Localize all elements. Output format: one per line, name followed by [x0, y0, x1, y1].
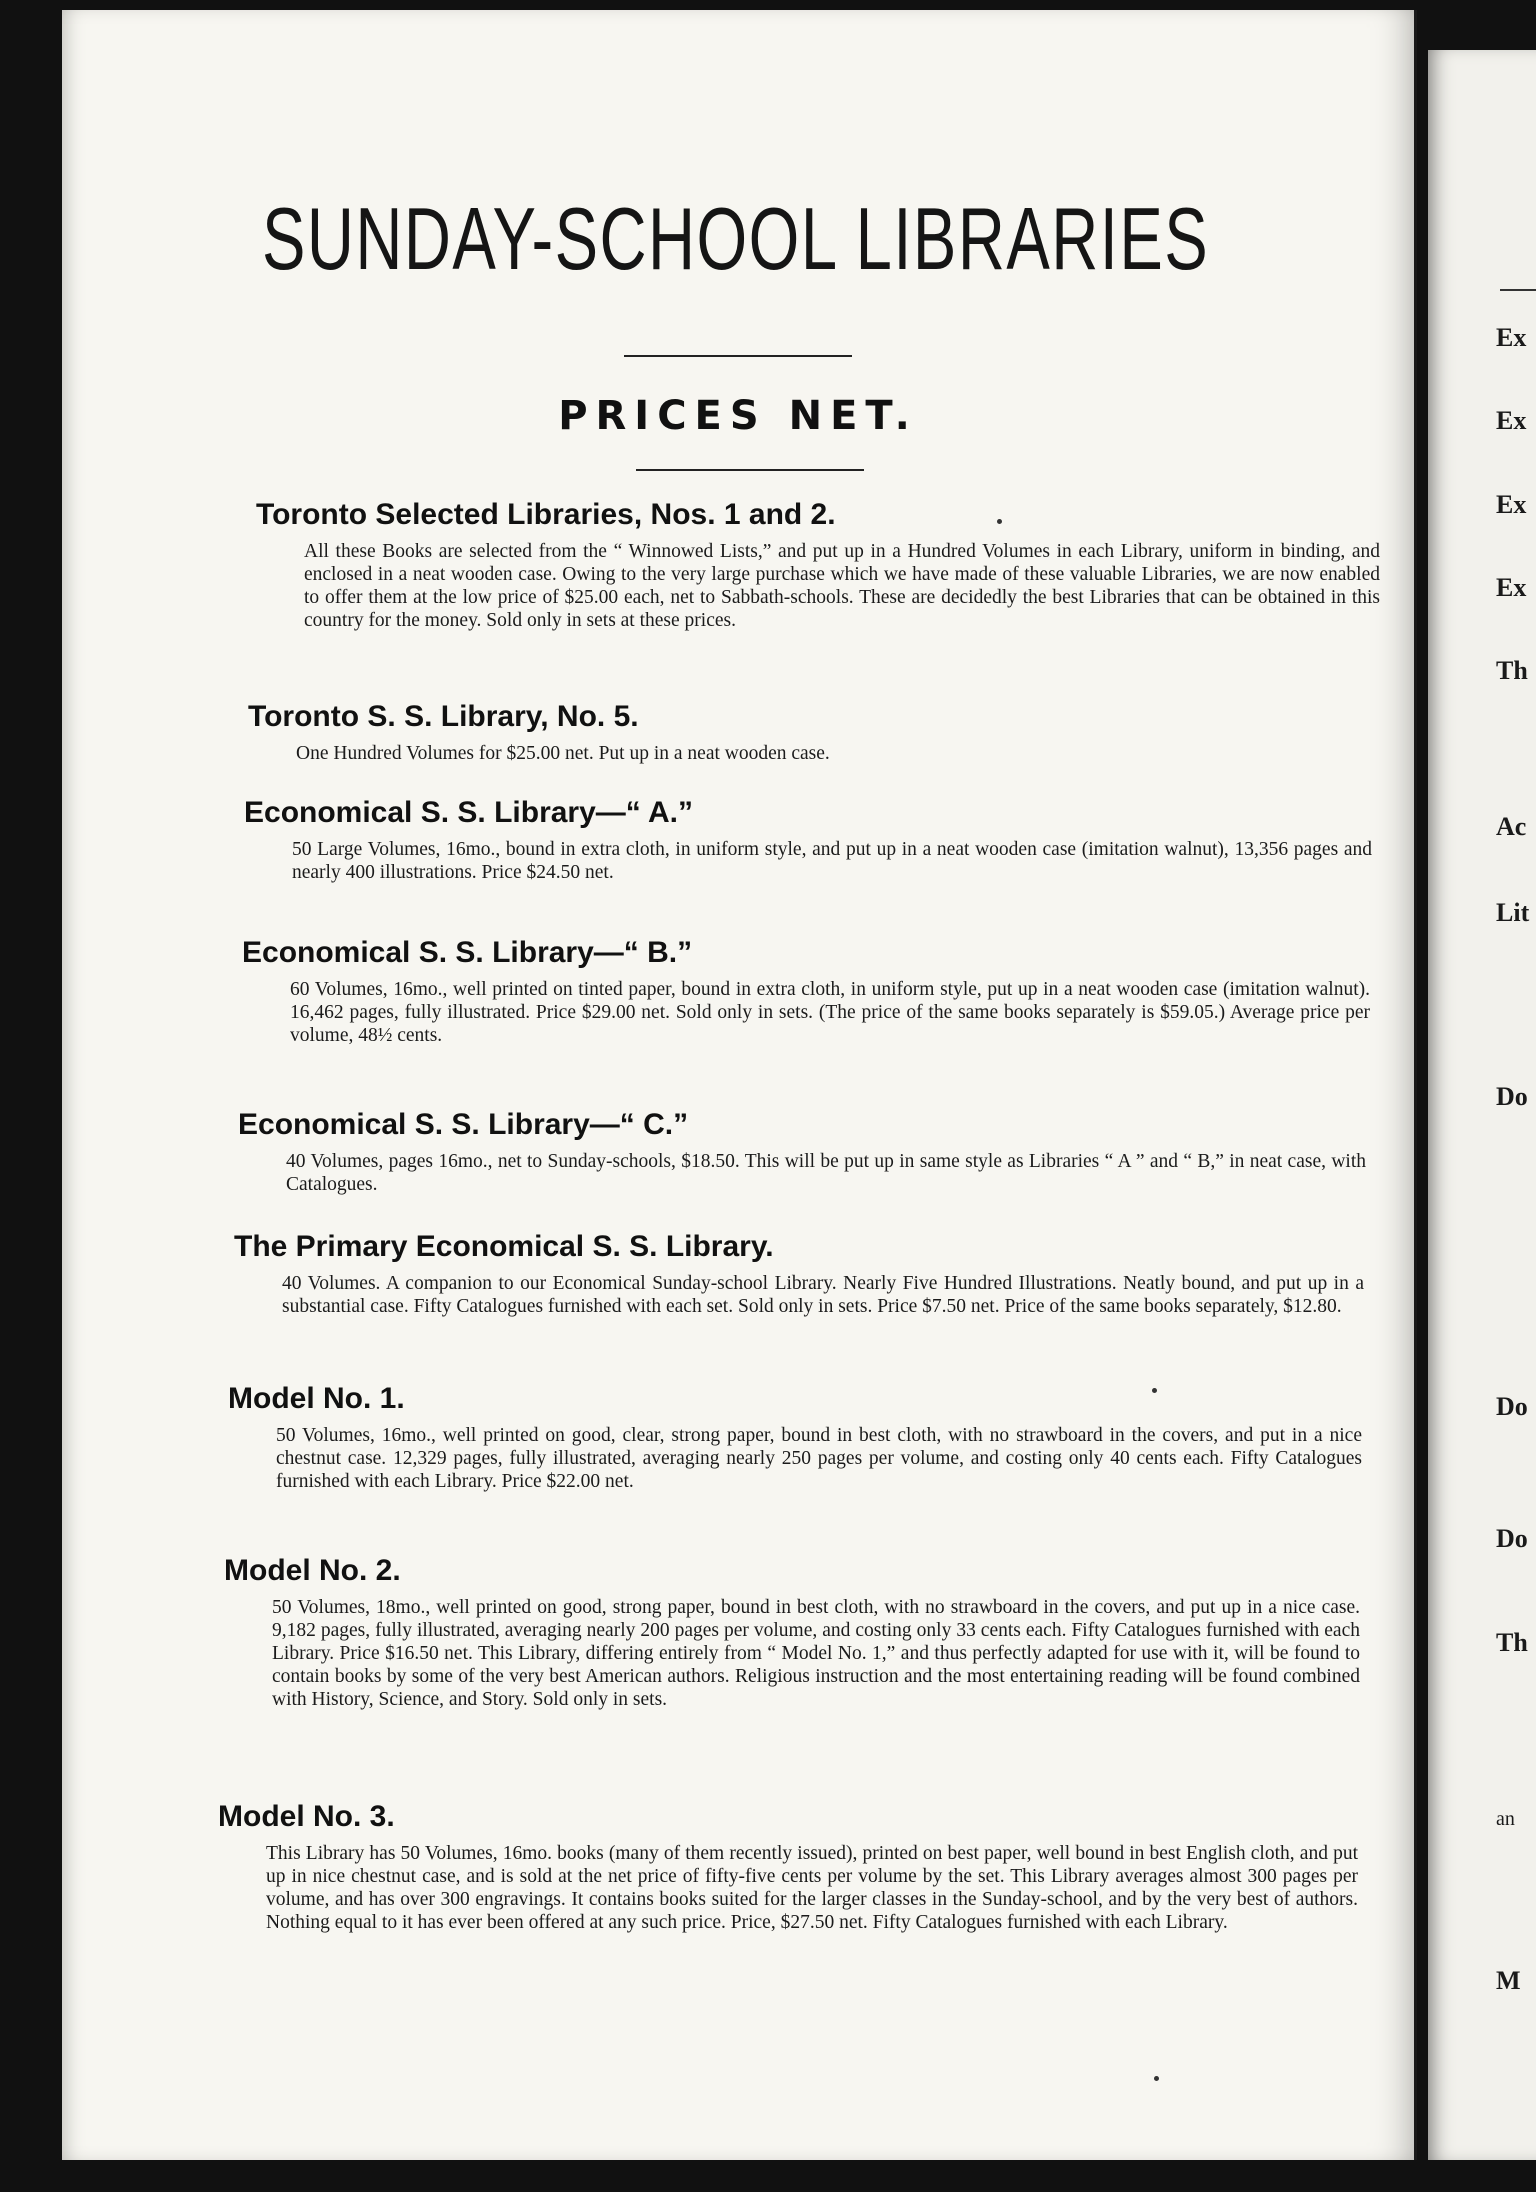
section-model-1 — [228, 1382, 1362, 1493]
left-page — [62, 10, 1417, 2160]
right-page-fragment: Ex — [1496, 406, 1527, 435]
right-page-fragment: Th — [1496, 656, 1528, 685]
print-speck — [1154, 2076, 1159, 2081]
subtitle-rule — [636, 469, 864, 471]
right-page-fragment: Ac — [1496, 812, 1527, 841]
section-primary-economical — [234, 1230, 1364, 1318]
right-page-fragment: Lit — [1496, 898, 1530, 927]
print-speck — [1152, 1388, 1157, 1393]
section-economical-b — [242, 936, 1370, 1047]
section-heading: Economical S. S. Library—“ B.” — [242, 936, 693, 969]
section-toronto-no5 — [248, 700, 1376, 765]
right-page-fragment: Ex — [1496, 490, 1527, 519]
title-rule — [624, 355, 852, 357]
section-text: This Library has 50 Volumes, 16mo. books (many of them recently issued), printed on best paper, well bound in best English cloth, and put up in nice chestnut case, and is sold at the net price of fifty-five cents per volume by the set. This Library averages almost 300 pages per volume, and has over 300 engravings. It contains books suited for the larger classes in the Sunday-school, and by the very best of authors. Nothing equal to it has ever been offered at any such price. Price, $27.50 net. Fifty Catalogues furnished with each Library. — [266, 1843, 1358, 1933]
right-page-fragment: Ex — [1496, 573, 1527, 602]
section-heading: Model No. 1. — [228, 1382, 405, 1415]
page-title: SUNDAY-SCHOOL LIBRARIES — [262, 189, 1210, 288]
right-page-fragment: Do — [1496, 1524, 1528, 1553]
section-text: 40 Volumes. A companion to our Economical Sunday-school Library. Nearly Five Hundred Illustrations. Neatly bound, and put up in a substantial case. Fifty Catalogues furnished with each set. Sold only in sets. Price $7.50 net. Price of the same books separately, $12.80. — [282, 1273, 1364, 1317]
section-economical-c — [238, 1108, 1366, 1196]
section-heading: Economical S. S. Library—“ A.” — [244, 796, 694, 829]
section-text: 50 Volumes, 18mo., well printed on good, strong paper, bound in best cloth, with no strawboard in the covers, and put up in a nice case. 9,182 pages, fully illustrated, averaging nearly 200 pages per volume, and costing only 33 cents each. Fifty Catalogues furnished with each Library. Price $16.50 net. This Library, differing entirely from “ Model No. 1,” and thus perfectly adapted for use with it, will be found to contain books by some of the very best American authors. Religious instruction and the most entertaining reading will be found combined with History, Science, and Story. Sold only in sets. — [272, 1597, 1360, 1710]
section-text: 40 Volumes, pages 16mo., net to Sunday-schools, $18.50. This will be put up in same style as Libraries “ A ” and “ B,” in neat case, with Catalogues. — [286, 1151, 1366, 1195]
section-model-3 — [218, 1800, 1358, 1934]
right-page-fragment: Do — [1496, 1082, 1528, 1111]
section-text: 50 Volumes, 16mo., well printed on good, clear, strong paper, bound in best cloth, with no strawboard in the covers, and put in a nice chestnut case. 12,329 pages, fully illustrated, averaging nearly 250 pages per volume, and costing only 40 cents each. Fifty Catalogues furnished with each Library. Price $22.00 net. — [276, 1425, 1362, 1492]
section-text: 60 Volumes, 16mo., well printed on tinted paper, bound in extra cloth, in uniform style, put up in a neat wooden case (imitation walnut). 16,462 pages, fully illustrated. Price $29.00 net. Sold only in sets. (The price of the same books separately is $59.05.) Average price per volume, 48½ cents. — [290, 979, 1370, 1046]
section-model-2 — [224, 1554, 1360, 1711]
section-text: One Hundred Volumes for $25.00 net. Put up in a neat wooden case. — [296, 743, 830, 764]
right-page-fragment: an — [1496, 1808, 1515, 1830]
section-heading: The Primary Economical S. S. Library. — [234, 1230, 774, 1263]
right-page-fragment: Do — [1496, 1392, 1528, 1421]
section-heading: Economical S. S. Library—“ C.” — [238, 1108, 689, 1141]
section-heading: Model No. 3. — [218, 1800, 395, 1833]
prices-net-subtitle: PRICES NET. — [558, 393, 918, 439]
section-heading: Model No. 2. — [224, 1554, 401, 1587]
section-text: All these Books are selected from the “ Winnowed Lists,” and put up in a Hundred Volumes in each Library, uniform in binding, and enclosed in a neat wooden case. Owing to the very large purchase which we have made of these valuable Libraries, we are now enabled to offer them at the low price of $25.00 each, net to Sabbath-schools. These are decidedly the best Libraries that can be obtained in this country for the money. Sold only in sets at these prices. — [304, 541, 1380, 631]
right-page-rule — [1500, 289, 1536, 291]
right-page-fragment: Th — [1496, 1628, 1528, 1657]
print-speck — [997, 519, 1002, 524]
section-heading: Toronto Selected Libraries, Nos. 1 and 2. — [256, 498, 836, 531]
section-text: 50 Large Volumes, 16mo., bound in extra cloth, in uniform style, and put up in a neat wooden case (imitation walnut), 13,356 pages and nearly 400 illustrations. Price $24.50 net. — [292, 839, 1372, 883]
right-page-fragment: M — [1496, 1966, 1521, 1995]
section-economical-a — [244, 796, 1372, 884]
section-heading: Toronto S. S. Library, No. 5. — [248, 700, 639, 733]
right-page-fragment: Ex — [1496, 323, 1527, 352]
section-toronto-selected — [256, 498, 1380, 632]
